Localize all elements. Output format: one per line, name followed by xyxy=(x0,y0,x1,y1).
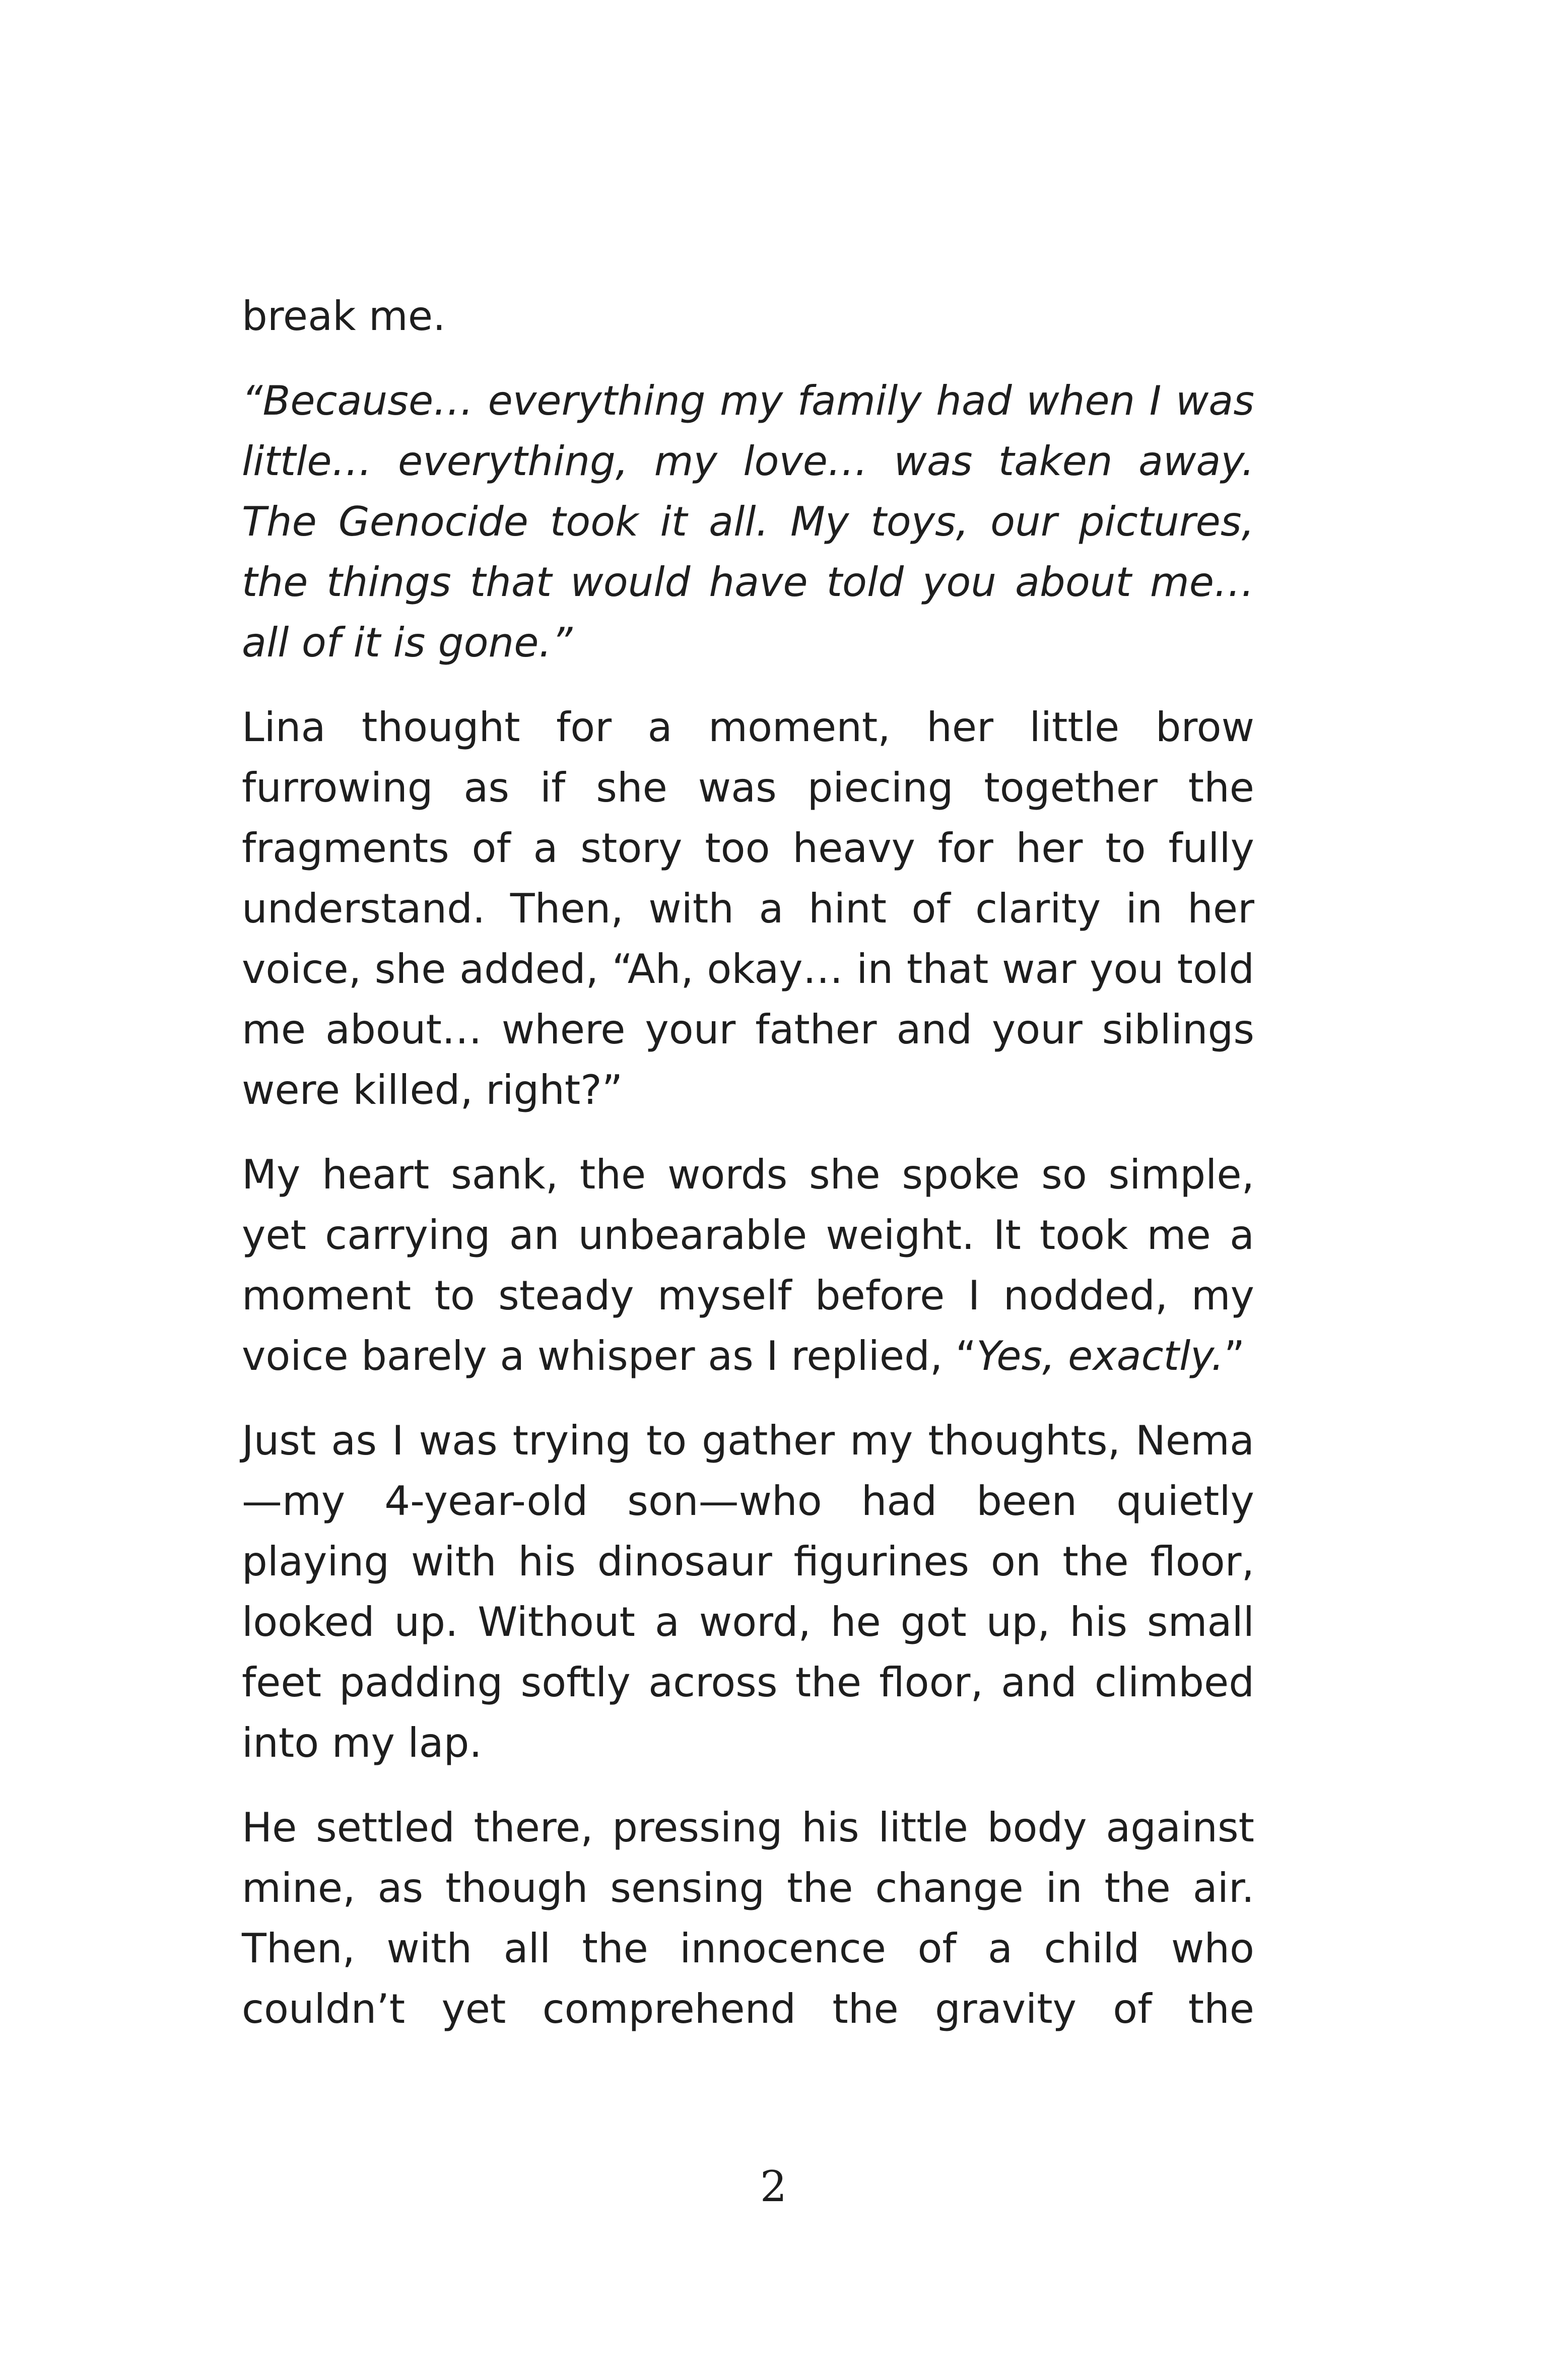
page-body xyxy=(242,286,1254,2064)
paragraph xyxy=(242,1145,1254,1386)
paragraph xyxy=(242,1411,1254,1773)
paragraph-text: Lina thought for a moment, her little brow furrowing as if she was piecing together the fragments of a story too heavy for her to fully understand. Then, with a hint of clarity in her voice, she added, “Ah, okay… in that war you told me about… where your father and your siblings were killed, right?” xyxy=(242,704,1254,1113)
paragraph-text: break me. xyxy=(242,293,446,340)
paragraph-emphasis: Yes, exactly. xyxy=(976,1333,1224,1379)
paragraph xyxy=(242,1798,1254,2039)
paragraph-text: Just as I was trying to gather my thoughts, Nema—my 4-year-old son—who had been quietly playing with his dinosaur figurines on the floor, looked up. Without a word, he got up, his small feet padding softly across the floor, and climbed into my lap. xyxy=(242,1417,1254,1766)
page-number: 2 xyxy=(760,2162,787,2211)
paragraph xyxy=(242,371,1254,673)
paragraph-text: ” xyxy=(1224,1333,1245,1379)
paragraph xyxy=(242,697,1254,1120)
paragraph-text: My heart sank, the words she spoke so simple, yet carrying an unbearable weight. It took me a moment to steady myself before I nodded, my voice barely a whisper as I replied, “ xyxy=(242,1151,1254,1379)
paragraph xyxy=(242,286,1254,347)
paragraph-text: “Because… everything my family had when I was little… everything, my love… was taken away. The Genocide took it all. My toys, our pictures, the things that would have told you about me… all of it is gone.” xyxy=(242,377,1254,666)
paragraph-text: He settled there, pressing his little body against mine, as though sensing the change in the air. Then, with all the innocence of a child who couldn’t yet comprehend the gravity of the xyxy=(242,1804,1254,2032)
